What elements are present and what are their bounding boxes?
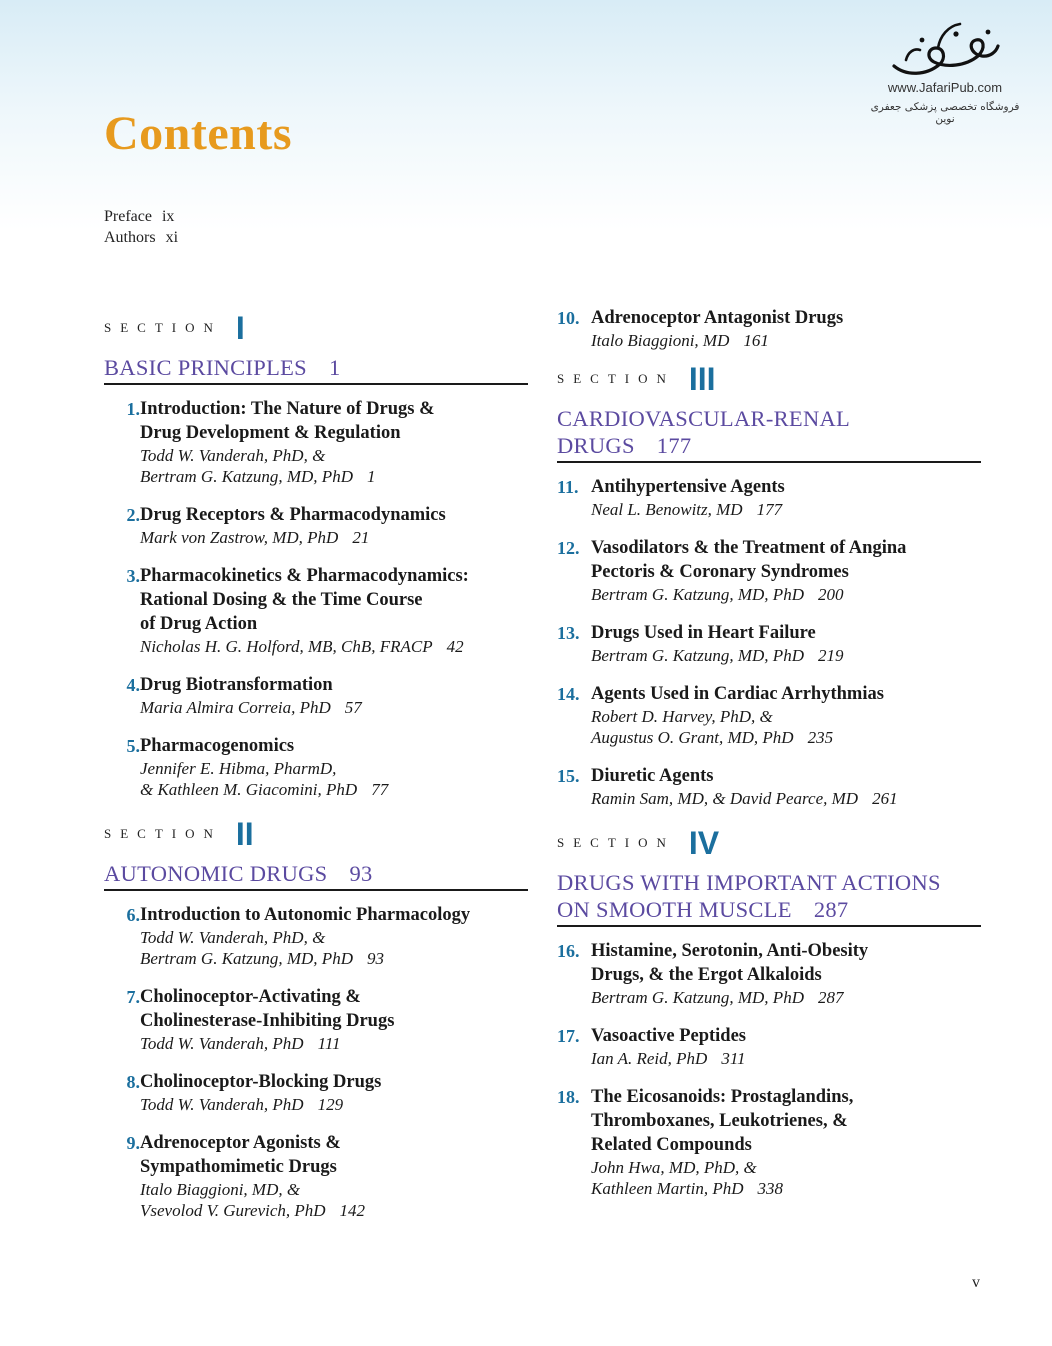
section-title-text: BASIC PRINCIPLES (104, 355, 307, 380)
chapter-number: 1. (126, 399, 140, 419)
chapter-authors: Italo Biaggioni, MD (591, 331, 730, 350)
chapter-entry[interactable] (104, 1131, 528, 1221)
chapter-body (140, 1131, 365, 1221)
chapter-page: 287 (817, 988, 844, 1007)
chapter-body (140, 903, 470, 969)
section-title-line (557, 432, 981, 459)
chapter-page: 219 (817, 646, 844, 665)
chapter-page: 177 (756, 500, 783, 519)
chapter-page: 21 (352, 528, 370, 547)
chapter-title: Pharmacokinetics & Pharmacodynamics: Rational Dosing & the Time Course of Drug Action (140, 566, 469, 634)
chapter-page: 261 (872, 789, 898, 808)
chapter-number: 15. (557, 766, 580, 786)
chapter-body (591, 1085, 853, 1199)
front-matter-authors[interactable] (104, 227, 178, 248)
chapter-title: Adrenoceptor Agonists & Sympathomimetic Drugs (140, 1133, 341, 1177)
chapter-number: 11. (557, 477, 579, 497)
section-title[interactable] (104, 354, 528, 385)
chapter-number: 10. (557, 308, 580, 328)
chapter-body (140, 1070, 381, 1115)
chapter-title: Introduction to Autonomic Pharmacology (140, 905, 471, 925)
chapter-number: 8. (126, 1072, 140, 1092)
chapter-page: 129 (317, 1095, 344, 1114)
chapter-number: 5. (126, 736, 140, 756)
chapter-authors-line (591, 987, 868, 1008)
section-label: SECTION (104, 826, 222, 841)
section-title-line (104, 860, 528, 887)
section-page: 177 (656, 433, 692, 458)
front-matter-page: ix (161, 208, 175, 225)
chapter-body (140, 397, 434, 487)
chapter-authors: Maria Almira Correia, PhD (140, 698, 331, 717)
front-matter-list (104, 206, 178, 248)
chapter-authors: Neal L. Benowitz, MD (591, 500, 743, 519)
chapter-authors-line (140, 1033, 394, 1054)
chapter-body (140, 673, 362, 718)
chapter-body (591, 1024, 746, 1069)
chapter-title: Agents Used in Cardiac Arrhythmias (591, 684, 884, 704)
chapter-page: 142 (339, 1201, 366, 1220)
chapter-entry[interactable] (557, 621, 981, 666)
chapter-entry[interactable] (557, 1085, 981, 1199)
chapter-authors-line (140, 1094, 381, 1115)
chapter-authors-line (591, 1048, 746, 1069)
chapter-number: 6. (126, 905, 140, 925)
chapter-title: Drug Receptors & Pharmacodynamics (140, 505, 446, 525)
chapter-number: 16. (557, 941, 580, 961)
chapter-page: 200 (817, 585, 844, 604)
chapter-number: 9. (126, 1133, 140, 1153)
chapter-authors: Robert D. Harvey, PhD, & Augustus O. Grant, MD, PhD (591, 707, 794, 747)
chapter-authors-line (591, 330, 843, 351)
section-numeral: I (235, 310, 245, 346)
chapter-title: The Eicosanoids: Prostaglandins, Thromboxanes, Leukotrienes, & Related Compounds (591, 1087, 854, 1155)
chapter-title: Cholinoceptor-Blocking Drugs (140, 1072, 382, 1092)
chapter-number: 2. (126, 505, 140, 525)
front-matter-label: Preface (104, 208, 152, 225)
chapter-number: 13. (557, 623, 580, 643)
chapter-body (591, 306, 843, 351)
chapter-page: 161 (743, 331, 769, 350)
publisher-logo[interactable] (860, 18, 1030, 125)
chapter-number: 7. (126, 987, 140, 1007)
logo-subtitle: فروشگاه تخصصی پزشکی جعفری نوین (870, 101, 1020, 125)
chapter-authors-line (140, 1179, 365, 1221)
chapter-page: 235 (807, 728, 834, 747)
chapter-authors: Bertram G. Katzung, MD, PhD (591, 988, 804, 1007)
section-numeral: IV (688, 825, 720, 861)
chapter-title: Antihypertensive Agents (591, 477, 785, 497)
section-header (557, 825, 981, 861)
section-label: SECTION (557, 371, 675, 386)
chapter-body (140, 985, 394, 1054)
chapter-authors-line (591, 499, 785, 520)
chapter-page: 42 (446, 637, 464, 656)
chapter-body (591, 682, 884, 748)
section-title[interactable] (557, 405, 981, 463)
chapter-authors-line (140, 527, 446, 548)
section-title-text: DRUGS (557, 433, 635, 458)
section-title-text: CARDIOVASCULAR-RENAL (557, 406, 851, 431)
chapter-entry[interactable] (104, 903, 528, 969)
chapter-number: 12. (557, 538, 580, 558)
chapter-entry[interactable] (557, 475, 981, 520)
page-number: v (972, 1274, 980, 1291)
chapter-title: Introduction: The Nature of Drugs & Drug Development & Regulation (140, 399, 435, 443)
chapter-entry[interactable] (104, 985, 528, 1054)
section-title[interactable] (557, 869, 981, 927)
chapter-authors: Ramin Sam, MD, & David Pearce, MD (591, 789, 859, 808)
section-page: 1 (328, 355, 341, 380)
calligraphy-logo-icon (886, 18, 1004, 78)
section-numeral: III (688, 361, 716, 397)
chapter-page: 57 (344, 698, 362, 717)
section-header (557, 361, 981, 397)
chapter-number: 17. (557, 1026, 580, 1046)
chapter-number: 14. (557, 684, 580, 704)
chapter-body (140, 503, 446, 548)
section-title-text: AUTONOMIC DRUGS (104, 861, 328, 886)
section-title-line (557, 896, 981, 923)
section-title-text: DRUGS WITH IMPORTANT ACTIONS (557, 870, 941, 895)
chapter-page: 77 (371, 780, 389, 799)
chapter-page: 93 (366, 949, 384, 968)
chapter-entry[interactable] (104, 503, 528, 548)
chapter-body (591, 939, 868, 1008)
chapter-body (591, 475, 785, 520)
chapter-authors: John Hwa, MD, PhD, & Kathleen Martin, PhD (591, 1158, 757, 1198)
chapter-authors-line (591, 706, 884, 748)
chapter-authors: Bertram G. Katzung, MD, PhD (591, 646, 804, 665)
chapter-authors: Italo Biaggioni, MD, & Vsevolod V. Gurevich, PhD (140, 1180, 326, 1220)
chapter-title: Adrenoceptor Antagonist Drugs (591, 308, 844, 328)
section-numeral: II (235, 816, 254, 852)
chapter-entry[interactable] (557, 306, 981, 351)
chapter-page: 111 (317, 1034, 341, 1053)
chapter-authors: Todd W. Vanderah, PhD (140, 1034, 304, 1053)
chapter-number: 4. (126, 675, 140, 695)
section-title[interactable] (104, 860, 528, 891)
chapter-authors: Mark von Zastrow, MD, PhD (140, 528, 339, 547)
section-header (104, 816, 528, 852)
chapter-title: Pharmacogenomics (140, 736, 295, 756)
chapter-entry[interactable] (104, 397, 528, 487)
chapter-authors-line (591, 645, 843, 666)
chapter-title: Drug Biotransformation (140, 675, 333, 695)
section-title-line (557, 869, 981, 896)
toc-column-left (104, 310, 528, 1237)
section-title-line (104, 354, 528, 381)
chapter-authors-line (591, 1157, 853, 1199)
front-matter-page: xi (165, 229, 179, 246)
chapter-page: 338 (757, 1179, 784, 1198)
chapter-entry[interactable] (557, 682, 981, 748)
section-label: SECTION (104, 320, 222, 335)
chapter-title: Diuretic Agents (591, 766, 714, 786)
chapter-title: Vasoactive Peptides (591, 1026, 747, 1046)
chapter-entry[interactable] (104, 673, 528, 718)
section-page: 287 (813, 897, 849, 922)
chapter-authors-line (140, 927, 470, 969)
page-title: Contents (104, 107, 293, 160)
chapter-authors-line (140, 636, 469, 657)
chapter-entry[interactable] (104, 564, 528, 657)
chapter-title: Histamine, Serotonin, Anti-Obesity Drugs, & the Ergot Alkaloids (591, 941, 869, 985)
logo-url[interactable]: www.JafariPub.com (887, 80, 1003, 95)
chapter-authors: Ian A. Reid, PhD (591, 1049, 708, 1068)
section-title-line (557, 405, 981, 432)
chapter-title: Cholinoceptor-Activating & Cholinesterase-Inhibiting Drugs (140, 987, 395, 1031)
chapter-entry[interactable] (104, 734, 528, 800)
section-page: 93 (349, 861, 373, 886)
chapter-authors-line (591, 788, 898, 809)
chapter-authors-line (140, 697, 362, 718)
chapter-entry[interactable] (557, 764, 981, 809)
chapter-body (140, 564, 469, 657)
section-label: SECTION (557, 835, 675, 850)
section-header (104, 310, 528, 346)
section-title-text: ON SMOOTH MUSCLE (557, 897, 792, 922)
chapter-number: 3. (126, 566, 140, 586)
front-matter-label: Authors (104, 229, 156, 246)
chapter-page: 1 (366, 467, 376, 486)
chapter-authors: Todd W. Vanderah, PhD, & Bertram G. Katzung, MD, PhD (140, 446, 353, 486)
chapter-number: 18. (557, 1087, 580, 1107)
chapter-title: Vasodilators & the Treatment of Angina Pectoris & Coronary Syndromes (591, 538, 907, 582)
chapter-authors-line (140, 758, 388, 800)
chapter-body (591, 621, 843, 666)
chapter-title: Drugs Used in Heart Failure (591, 623, 816, 643)
chapter-authors: Nicholas H. G. Holford, MB, ChB, FRACP (140, 637, 433, 656)
chapter-page: 311 (721, 1049, 746, 1068)
chapter-authors: Todd W. Vanderah, PhD (140, 1095, 304, 1114)
front-matter-preface[interactable] (104, 206, 178, 227)
chapter-authors-line (591, 584, 906, 605)
toc-column-right (557, 306, 981, 1215)
chapter-authors: Bertram G. Katzung, MD, PhD (591, 585, 804, 604)
chapter-body (140, 734, 388, 800)
chapter-authors: Jennifer E. Hibma, PharmD, & Kathleen M. Giacomini, PhD (140, 759, 358, 799)
chapter-entry[interactable] (104, 1070, 528, 1115)
chapter-entry[interactable] (557, 1024, 981, 1069)
chapter-entry[interactable] (557, 536, 981, 605)
chapter-authors-line (140, 445, 434, 487)
chapter-entry[interactable] (557, 939, 981, 1008)
chapter-body (591, 536, 906, 605)
chapter-authors: Todd W. Vanderah, PhD, & Bertram G. Katzung, MD, PhD (140, 928, 353, 968)
chapter-body (591, 764, 898, 809)
